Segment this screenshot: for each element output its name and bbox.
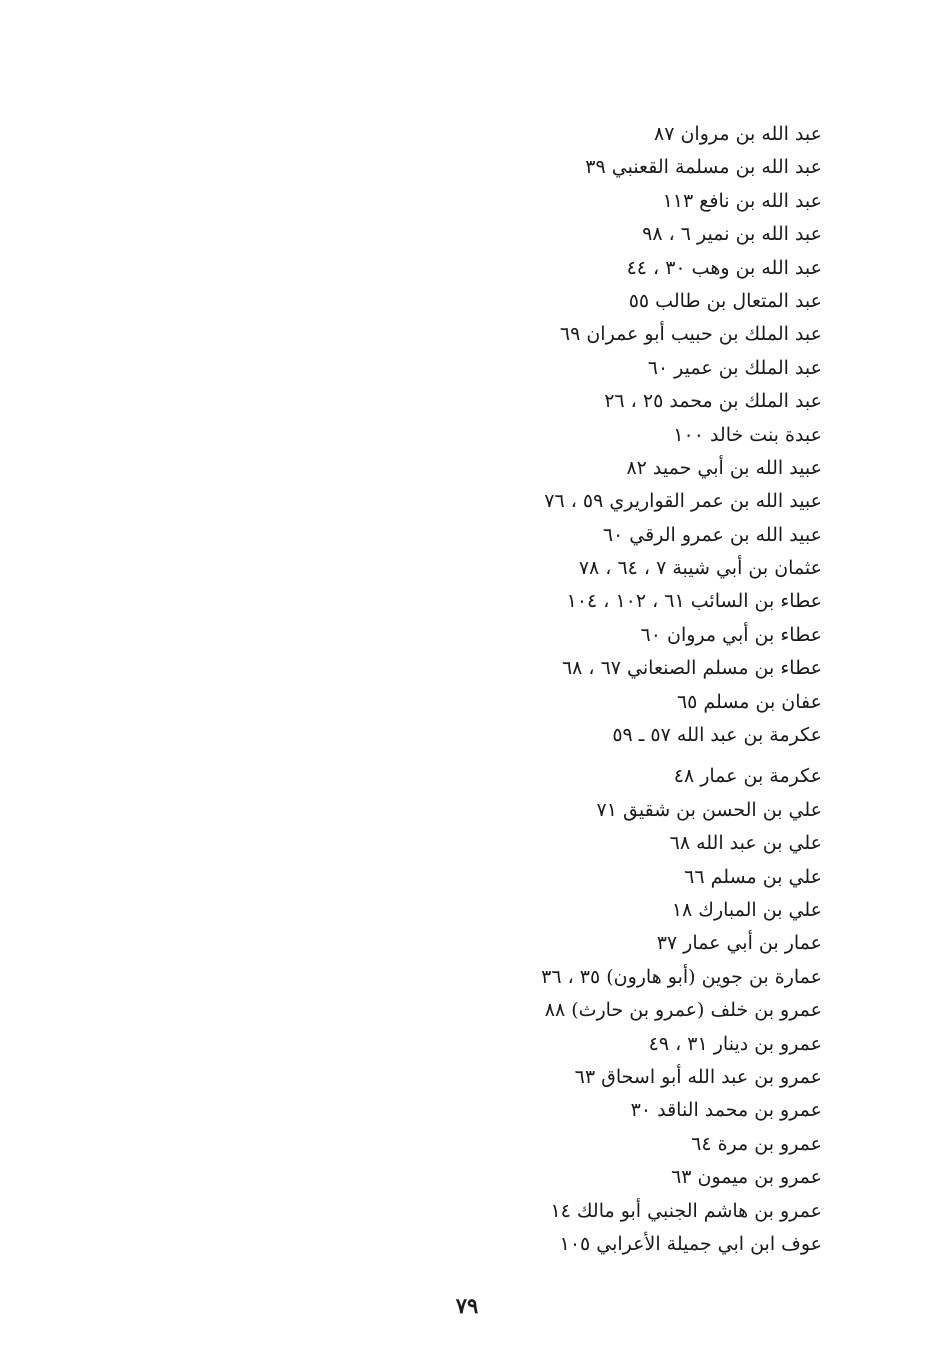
index-entry: عطاء بن أبي مروان ٦٠ xyxy=(640,623,822,646)
index-entry: علي بن المبارك ١٨ xyxy=(671,898,822,921)
index-entry: عمرو بن محمد الناقد ٣٠ xyxy=(630,1099,822,1122)
index-entry: عمرو بن خلف (عمرو بن حارث) ٨٨ xyxy=(544,999,822,1022)
index-entry: عبدة بنت خالد ١٠٠ xyxy=(673,423,822,446)
index-entry: عوف ابن ابي جميلة الأعرابي ١٠٥ xyxy=(559,1232,822,1255)
index-entry: عبد الله بن نافع ١١٣ xyxy=(662,189,822,212)
index-entry: عكرمة بن عمار ٤٨ xyxy=(673,765,822,788)
index-entry: عبد الله بن مسلمة القعنبي ٣٩ xyxy=(585,156,822,179)
index-entry: عبد الملك بن حبيب أبو عمران ٦٩ xyxy=(559,323,822,346)
index-entry: عبيد الله بن أبي حميد ٨٢ xyxy=(626,456,822,479)
index-entry: عمرو بن عبد الله أبو اسحاق ٦٣ xyxy=(574,1065,822,1088)
index-entry: عبد الملك بن عمير ٦٠ xyxy=(647,356,822,379)
index-entry: عفان بن مسلم ٦٥ xyxy=(676,690,822,713)
index-entry: عمرو بن ميمون ٦٣ xyxy=(671,1166,822,1189)
index-entry: عبد الملك بن محمد ٢٥ ، ٢٦ xyxy=(604,390,822,413)
index-entry: عبد الله بن مروان ٨٧ xyxy=(654,123,822,145)
index-entry: عكرمة بن عبد الله ٥٧ ـ ٥٩ xyxy=(612,724,822,747)
index-entry: علي بن مسلم ٦٦ xyxy=(684,865,822,888)
index-entry: عطاء بن مسلم الصنعاني ٦٧ ، ٦٨ xyxy=(561,657,822,680)
narrator-index-list xyxy=(222,118,822,1261)
index-entry: عبد المتعال بن طالب ٥٥ xyxy=(628,289,822,312)
index-entry: علي بن عبد الله ٦٨ xyxy=(669,832,822,855)
index-entry: عبيد الله بن عمر القواريري ٥٩ ، ٧٦ xyxy=(544,490,822,513)
index-entry: عبد الله بن وهب ٣٠ ، ٤٤ xyxy=(626,256,822,279)
index-entry: عطاء بن السائب ٦١ ، ١٠٢ ، ١٠٤ xyxy=(566,590,822,613)
index-entry: عمرو بن هاشم الجنبي أبو مالك ١٤ xyxy=(550,1199,822,1222)
index-entry: عبد الله بن نمير ٦ ، ٩٨ xyxy=(642,223,822,246)
index-entry: عثمان بن أبي شيبة ٧ ، ٦٤ ، ٧٨ xyxy=(578,557,822,580)
index-entry: عمار بن أبي عمار ٣٧ xyxy=(656,932,822,955)
page-number: ٧٩ xyxy=(455,1293,479,1318)
index-entry: عمارة بن جوين (أبو هارون) ٣٥ ، ٣٦ xyxy=(541,965,822,988)
index-entry: عمرو بن مرة ٦٤ xyxy=(691,1132,822,1155)
index-entry: عمرو بن دينار ٣١ ، ٤٩ xyxy=(648,1032,822,1055)
index-entry: علي بن الحسن بن شقيق ٧١ xyxy=(596,798,822,821)
index-entry: عبيد الله بن عمرو الرقي ٦٠ xyxy=(602,523,822,546)
